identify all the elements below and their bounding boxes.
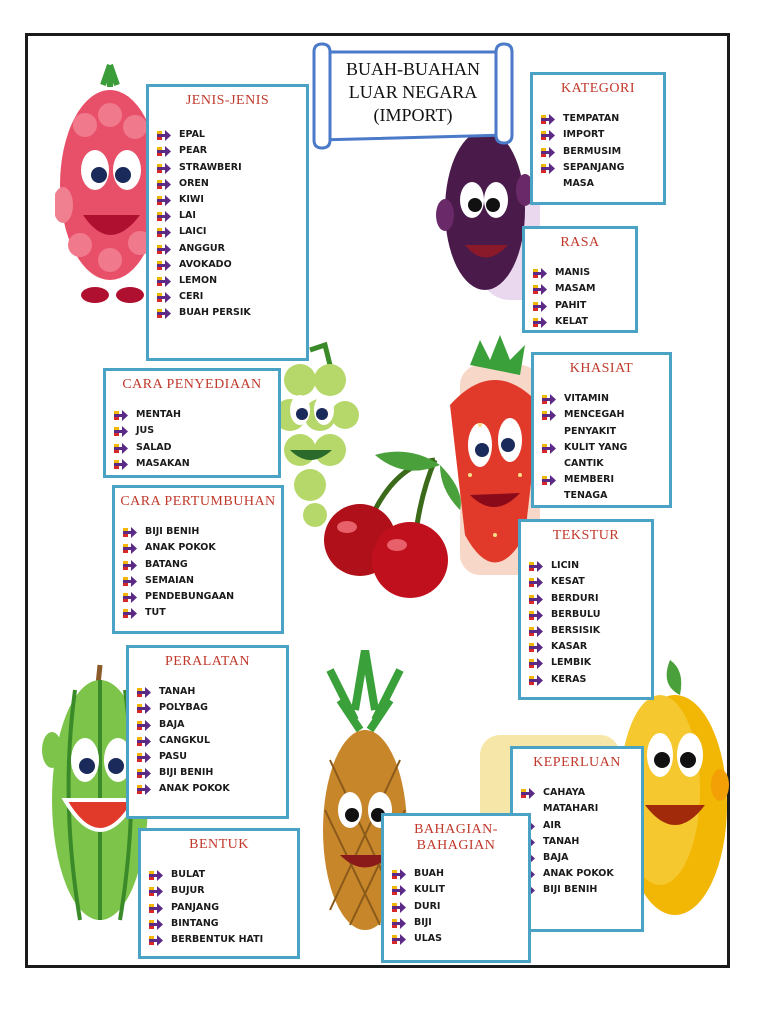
list-item-label: BAJA [543,851,569,863]
section-title: RASA [560,235,600,250]
list-item-label: BIJI [414,916,432,928]
list-item-label: KELAT [555,315,588,327]
item-list [384,866,528,947]
cherry-icon [315,445,475,605]
arrow-bullet-icon [149,870,163,881]
arrow-bullet-icon [137,736,151,747]
arrow-bullet-icon [123,543,137,554]
list-item [115,524,281,540]
list-item [141,916,297,932]
list-item-label: BERDURI [551,592,599,604]
arrow-bullet-icon [533,284,547,295]
list-item [534,440,669,456]
item-list [525,265,635,330]
item-list [115,524,281,621]
list-item [534,391,669,407]
arrow-bullet-icon [541,147,555,158]
list-item [513,834,641,850]
page-title-line1: BUAH-BUAHAN [346,59,480,79]
arrow-bullet-icon [123,576,137,587]
list-item-label: MEMBERI [564,474,614,486]
list-item-label: BUAH PERSIK [179,307,251,319]
list-item [149,224,306,240]
arrow-bullet-icon [137,784,151,795]
list-item-label: MANIS [555,267,591,279]
list-item [149,305,306,321]
list-item [534,472,669,488]
list-item-label: LEMBIK [551,657,592,669]
list-item-label: DURI [414,900,441,912]
list-item [106,456,278,472]
list-item [521,574,651,590]
item-list [533,111,663,192]
list-item [384,866,528,882]
list-item-label: BIJI BENIH [145,526,200,538]
arrow-bullet-icon [529,626,543,637]
list-item-label: JUS [136,425,155,437]
list-item-label: MATAHARI [543,803,599,815]
list-item-label: PENDEBUNGAAN [145,590,235,602]
list-item-label: SEPANJANG [563,161,625,173]
list-item-label: MASA [563,177,595,189]
list-item-label: TEMPATAN [563,113,620,125]
list-item-label: BINTANG [171,917,219,929]
arrow-bullet-icon [157,195,171,206]
list-item [533,176,663,192]
list-item-label: MENTAH [136,409,181,421]
list-item-label: TANAH [159,686,196,698]
list-item-label: PENYAKIT [564,425,617,437]
list-item [129,765,286,781]
list-item-label: EPAL [179,129,205,141]
list-item-label: STRAWBERI [179,161,242,173]
arrow-bullet-icon [521,788,535,799]
arrow-bullet-icon [137,720,151,731]
list-item-label: CAHAYA [543,787,586,799]
arrow-bullet-icon [137,703,151,714]
list-item-label: IMPORT [563,129,605,141]
list-item-label: LEMON [179,274,218,286]
arrow-bullet-icon [529,642,543,653]
list-item [534,488,669,504]
section-khasiat [531,352,672,508]
list-item [149,176,306,192]
list-item [384,882,528,898]
section-jenis-jenis [146,84,309,361]
arrow-bullet-icon [542,394,556,405]
section-cara-penyediaan [103,368,281,478]
arrow-bullet-icon [392,885,406,896]
list-item [521,558,651,574]
arrow-bullet-icon [157,146,171,157]
section-title: KEPERLUAN [533,755,621,770]
list-item-label: TENAGA [564,490,608,502]
arrow-bullet-icon [541,114,555,125]
list-item-label: BERSISIK [551,624,601,636]
item-list [149,127,306,321]
list-item-label: POLYBAG [159,702,208,714]
page-title-line2: LUAR NEGARA [348,82,478,102]
arrow-bullet-icon [123,560,137,571]
list-item [525,265,635,281]
list-item-label: BERBENTUK HATI [171,933,264,945]
list-item-label: BIJI BENIH [543,884,598,896]
arrow-bullet-icon [392,902,406,913]
arrow-bullet-icon [157,227,171,238]
section-title-line2: BAHAGIAN [416,838,496,854]
arrow-bullet-icon [157,292,171,303]
list-item [513,818,641,834]
list-item-label: ULAS [414,933,442,944]
arrow-bullet-icon [157,179,171,190]
section-cara-pertumbuhan [112,485,284,634]
list-item [141,900,297,916]
list-item [534,456,669,472]
page-title [318,58,508,127]
list-item-label: KIWI [179,193,204,205]
list-item [115,557,281,573]
arrow-bullet-icon [529,658,543,669]
section-title: CARA PENYEDIAAN [122,377,262,392]
list-item-label: SEMAIAN [145,574,194,586]
list-item-label: ANGGUR [179,242,225,254]
list-item [513,801,641,817]
list-item-label: CANTIK [564,457,604,469]
list-item [533,144,663,160]
arrow-bullet-icon [149,935,163,946]
arrow-bullet-icon [541,163,555,174]
arrow-bullet-icon [529,594,543,605]
arrow-bullet-icon [542,475,556,486]
arrow-bullet-icon [157,276,171,287]
list-item [106,407,278,423]
arrow-bullet-icon [114,459,128,470]
list-item [106,440,278,456]
list-item [149,160,306,176]
list-item [534,407,669,423]
list-item-label: BULAT [171,869,206,881]
arrow-bullet-icon [541,130,555,141]
arrow-bullet-icon [157,211,171,222]
list-item [533,160,663,176]
list-item [149,192,306,208]
arrow-bullet-icon [529,577,543,588]
section-tekstur [518,519,654,700]
arrow-bullet-icon [157,244,171,255]
arrow-bullet-icon [149,903,163,914]
list-item-label: OREN [179,177,209,189]
list-item [525,298,635,314]
list-item [149,208,306,224]
list-item-label: BIJI BENIH [159,767,214,779]
list-item [149,127,306,143]
list-item [129,684,286,700]
list-item-label: MASAKAN [136,457,190,469]
list-item-label: KULIT [414,884,445,896]
list-item-label: TUT [145,607,166,619]
list-item [141,883,297,899]
section-kategori [530,72,666,205]
list-item [129,749,286,765]
section-title: KHASIAT [569,361,634,376]
list-item [129,700,286,716]
list-item [115,573,281,589]
list-item [149,143,306,159]
list-item-label: PASU [159,750,187,762]
list-item-label: KULIT YANG [564,441,628,453]
item-list [106,407,278,472]
list-item [141,932,297,948]
list-item-label: PEAR [179,145,208,157]
section-title [384,822,528,854]
list-item [521,639,651,655]
list-item [115,540,281,556]
list-item-label: SALAD [136,441,172,453]
arrow-bullet-icon [542,443,556,454]
arrow-bullet-icon [157,260,171,271]
section-title: TEKSTUR [552,528,620,543]
list-item [533,111,663,127]
list-item-label: PANJANG [171,901,220,913]
list-item [115,589,281,605]
section-title: PERALATAN [164,654,251,669]
list-item-label: MENCEGAH [564,409,625,421]
list-item-label: CANGKUL [159,734,211,746]
list-item-label: BUAH [414,868,444,880]
list-item-label: LICIN [551,560,580,572]
item-list [513,785,641,898]
list-item-label: ANAK POKOK [543,868,614,880]
list-item [513,785,641,801]
list-item-label: AVOKADO [179,258,232,270]
arrow-bullet-icon [392,934,406,945]
list-item [141,867,297,883]
list-item [513,850,641,866]
arrow-bullet-icon [157,130,171,141]
list-item-label: CERI [179,291,204,303]
list-item [129,781,286,797]
arrow-bullet-icon [137,752,151,763]
list-item-label: TANAH [543,835,580,847]
list-item [384,931,528,947]
list-item [533,127,663,143]
list-item-label: AIR [543,819,562,831]
list-item-label: BUJUR [171,885,205,897]
list-item-label: KASAR [551,641,588,653]
arrow-bullet-icon [157,163,171,174]
arrow-bullet-icon [542,410,556,421]
arrow-bullet-icon [529,675,543,686]
list-item [149,241,306,257]
arrow-bullet-icon [533,317,547,328]
list-item [129,717,286,733]
section-rasa [522,226,638,333]
item-list [141,867,297,948]
section-title: BENTUK [189,837,249,852]
section-title: CARA PERTUMBUHAN [120,494,276,509]
list-item [384,915,528,931]
arrow-bullet-icon [114,443,128,454]
arrow-bullet-icon [137,768,151,779]
arrow-bullet-icon [114,426,128,437]
arrow-bullet-icon [114,410,128,421]
list-item [521,591,651,607]
list-item [521,655,651,671]
list-item-label: MASAM [555,283,596,295]
arrow-bullet-icon [157,308,171,319]
arrow-bullet-icon [149,919,163,930]
section-title: JENIS-JENIS [185,93,270,108]
list-item [106,423,278,439]
list-item-label: PAHIT [555,299,587,311]
section-title-line1: BAHAGIAN- [414,822,498,837]
section-peralatan [126,645,289,819]
item-list [521,558,651,688]
list-item-label: BERMUSIM [563,145,622,157]
section-bentuk [138,828,300,959]
arrow-bullet-icon [533,301,547,312]
list-item-label: KERAS [551,673,587,685]
list-item-label: BATANG [145,558,188,570]
section-title: KATEGORI [561,81,635,96]
list-item-label: BAJA [159,718,185,730]
list-item [149,289,306,305]
list-item [513,866,641,882]
list-item [521,672,651,688]
list-item [521,623,651,639]
section-bahagian-bahagian [381,813,531,963]
list-item [149,273,306,289]
arrow-bullet-icon [529,610,543,621]
list-item [115,605,281,621]
item-list [129,684,286,797]
arrow-bullet-icon [137,687,151,698]
list-item [513,882,641,898]
list-item-label: LAI [179,210,196,222]
list-item [384,899,528,915]
list-item-label: VITAMIN [564,393,609,405]
arrow-bullet-icon [392,918,406,929]
list-item-label: BERBULU [551,608,601,620]
list-item [149,257,306,273]
list-item [521,607,651,623]
arrow-bullet-icon [529,561,543,572]
item-list [534,391,669,504]
arrow-bullet-icon [123,527,137,538]
list-item [525,281,635,297]
arrow-bullet-icon [533,268,547,279]
arrow-bullet-icon [123,608,137,619]
page-title-line3: (IMPORT) [373,105,453,125]
list-item-label: ANAK POKOK [145,542,216,554]
list-item-label: LAICI [179,226,207,238]
arrow-bullet-icon [392,869,406,880]
list-item [129,733,286,749]
list-item-label: KESAT [551,576,585,588]
list-item [525,314,635,330]
list-item-label: ANAK POKOK [159,783,230,795]
arrow-bullet-icon [149,886,163,897]
arrow-bullet-icon [123,592,137,603]
list-item [534,424,669,440]
